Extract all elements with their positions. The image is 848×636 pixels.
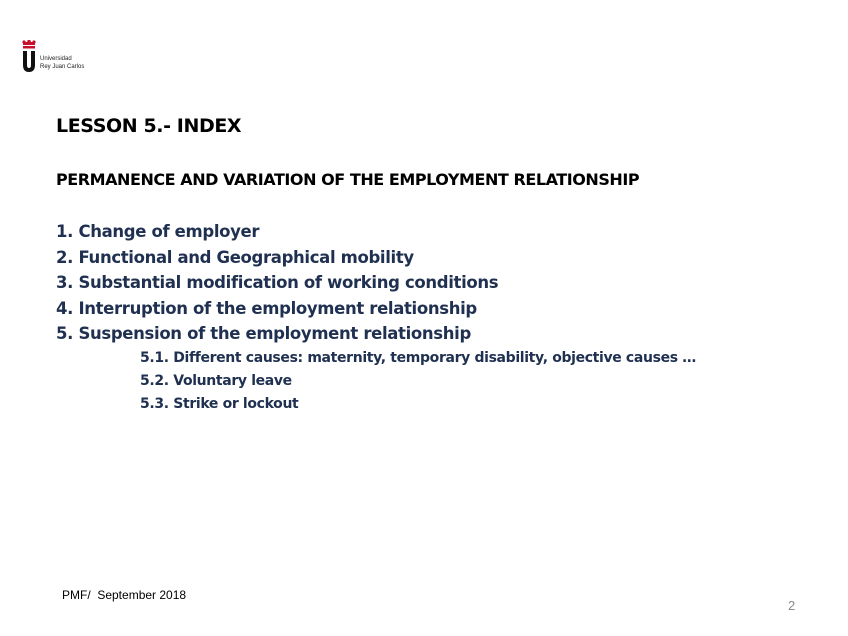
index-item-4: 4. Interruption of the employment relationship [56,298,477,318]
page-number: 2 [788,598,796,613]
footer-text: PMF/ September 2018 [62,588,187,602]
index-sublist [140,347,696,416]
logo-text [40,55,84,71]
section-title: PERMANENCE AND VARIATION OF THE EMPLOYMENT RELATIONSHIP [56,170,640,189]
index-subitem-5-2: 5.2. Voluntary leave [140,373,292,389]
index-item-1: 1. Change of employer [56,222,260,241]
index-subitem-5-3: 5.3. Strike or lockout [140,396,299,412]
university-logo [20,40,110,76]
crown-u-logo-icon [20,40,38,74]
index-item-3: 3. Substantial modification of working conditions [56,273,499,292]
logo-line-2: Rey Juan Carlos [40,64,85,70]
lesson-title: LESSON 5.- INDEX [56,115,242,137]
logo-line-1: Universidad [40,56,72,62]
index-item-2: 2. Functional and Geographical mobility [56,247,414,267]
index-list [56,219,498,347]
index-subitem-5-1: 5.1. Different causes: maternity, temporary disability, objective causes … [140,350,696,366]
index-item-5: 5. Suspension of the employment relationship [56,324,471,343]
